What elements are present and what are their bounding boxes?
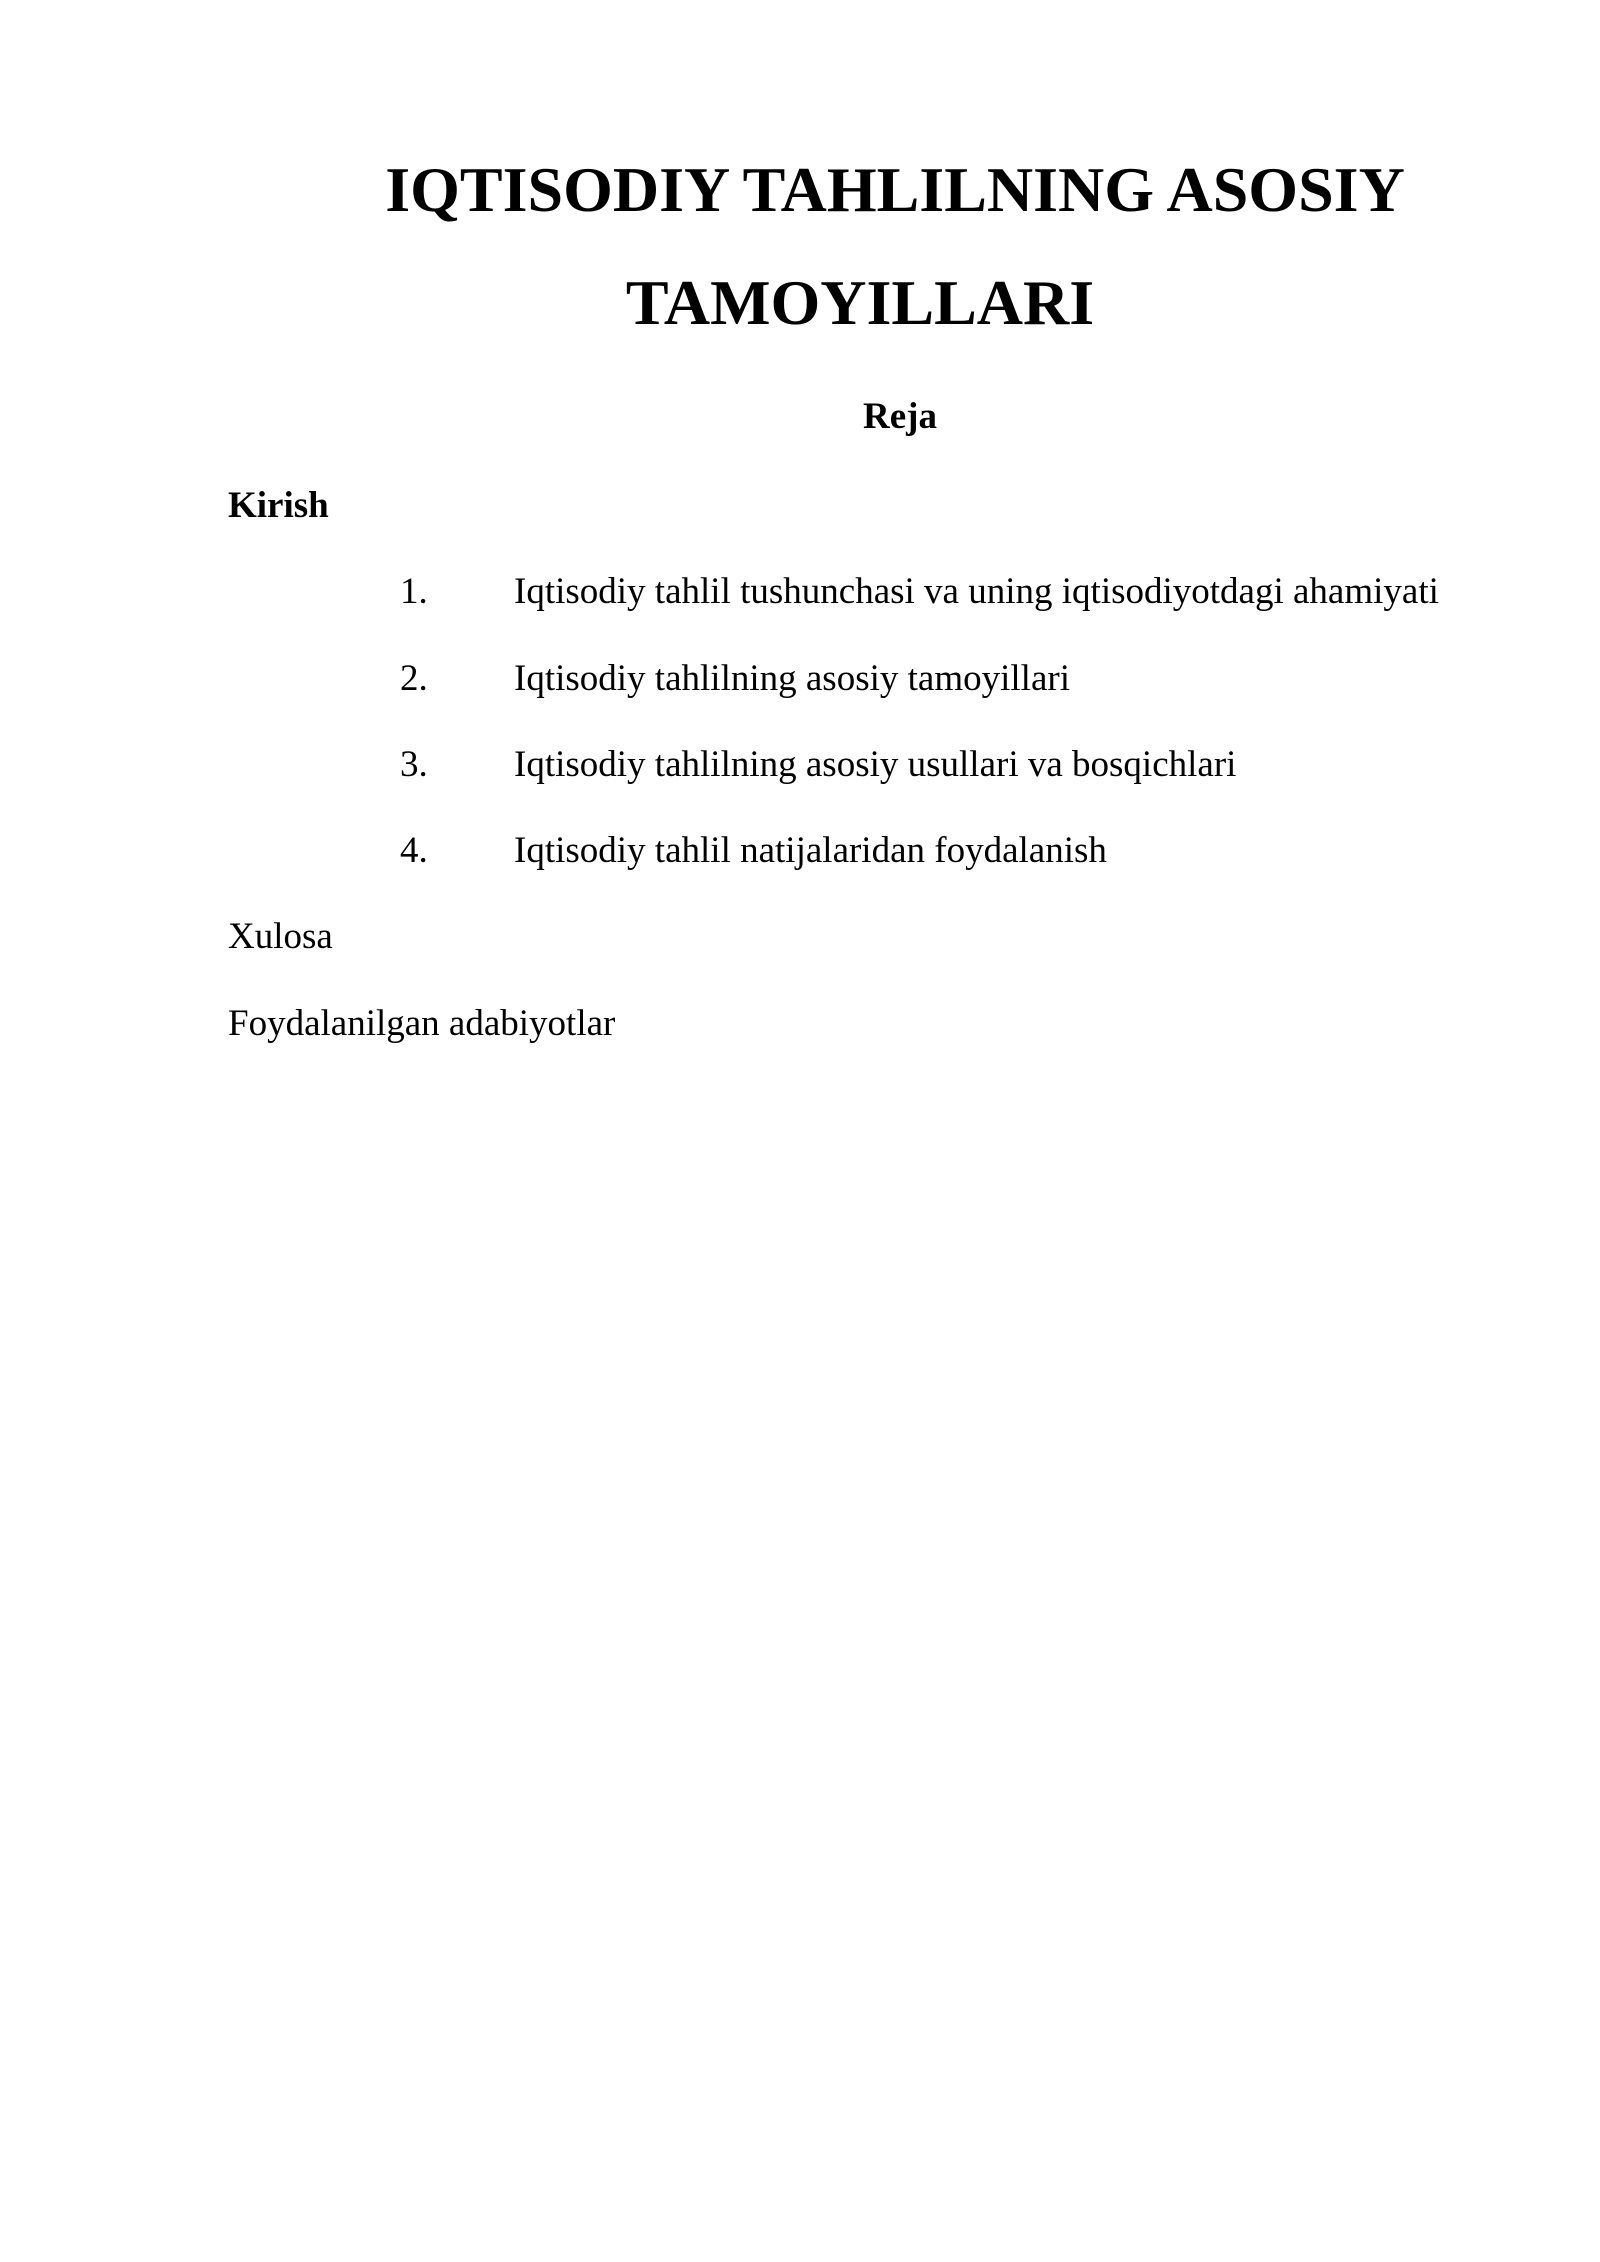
plan-heading: Reja — [863, 396, 937, 437]
plan-item-number: 4. — [400, 830, 428, 871]
plan-item-text: Iqtisodiy tahlil tushunchasi va uning iqtisodiyotdagi ahamiyati — [514, 571, 1439, 612]
plan-item — [0, 660, 1600, 704]
document-title-line-2: TAMOYILLARI — [625, 267, 1095, 338]
plan-item-number: 1. — [400, 571, 428, 612]
plan-item-text: Iqtisodiy tahlilning asosiy usullari va bosqichlari — [514, 744, 1237, 785]
plan-item-text: Iqtisodiy tahlil natijalaridan foydalanish — [514, 830, 1107, 871]
plan-item — [0, 573, 1600, 617]
document-title-line-1: IQTISODIY TAHLILNING ASOSIY — [385, 154, 1405, 225]
intro-heading: Kirish — [228, 485, 329, 526]
plan-item — [0, 832, 1600, 876]
plan-item-text: Iqtisodiy tahlilning asosiy tamoyillari — [514, 658, 1070, 699]
conclusion-line: Xulosa — [228, 916, 333, 957]
plan-item-number: 2. — [400, 658, 428, 699]
references-line: Foydalanilgan adabiyotlar — [228, 1003, 616, 1044]
plan-item — [0, 746, 1600, 790]
plan-item-number: 3. — [400, 744, 428, 785]
